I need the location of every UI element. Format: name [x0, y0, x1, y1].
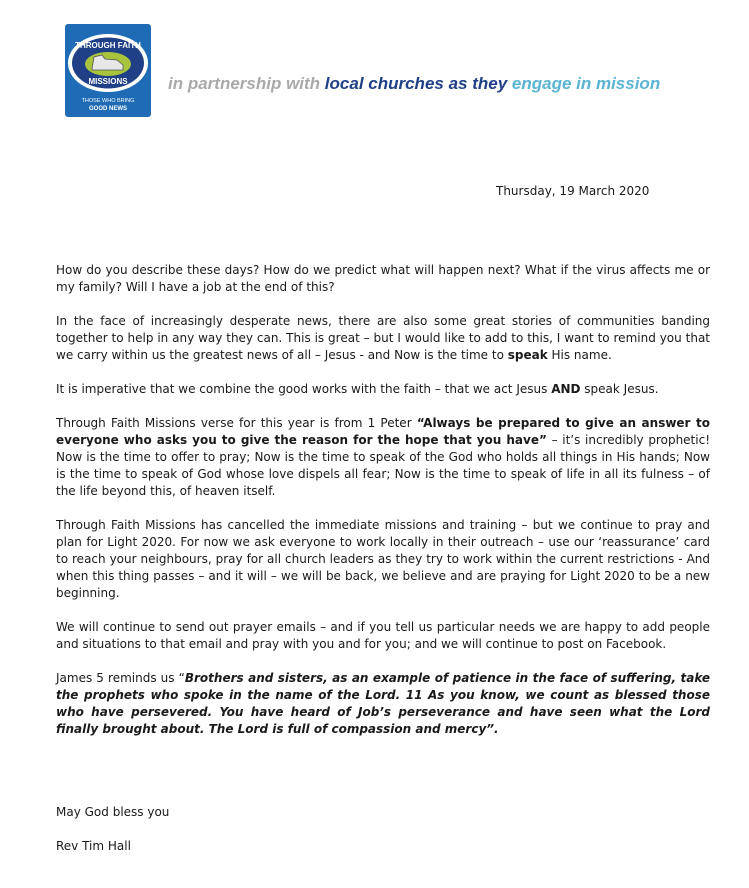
paragraph-2	[56, 313, 710, 364]
paragraph-4-verse: “Always be prepared to give an answer to everyone who asks you to give the reason for the hope that you have”	[56, 416, 710, 447]
paragraph-2-emphasis: speak	[507, 348, 548, 362]
logo-line-good-news: GOOD NEWS	[88, 106, 128, 112]
paragraph-5: Through Faith Missions has cancelled the immediate missions and training – but we continue to pray and plan for Light 2020. For now we ask everyone to work locally in their outreach – use our ‘reassurance’ card to reach your neighbours, pray for all church leaders as they try to work within the current restrictions - And when this thing passes – and it will – we will be back, we believe and are praying for Light 2020 to be a new beginning.	[56, 518, 710, 600]
paragraph-3-text: It is imperative that we combine the good works with the faith – that we act Jesus	[56, 382, 552, 396]
letter-date: Thursday, 19 March 2020	[496, 184, 650, 198]
paragraph-4-text: Through Faith Missions verse for this year is from 1 Peter	[56, 416, 417, 430]
paragraph-2-text: In the face of increasingly desperate news, there are also some great stories of communities banding together to help in any way they can. This is great – but I would like to add to this, I want to remind you that we carry within us the greatest news of all – Jesus - and Now is the time to	[56, 314, 710, 362]
tagline-part-2: local churches as they	[324, 74, 512, 93]
paragraph-3-emphasis: AND	[551, 382, 581, 396]
paragraph-3-end: speak Jesus.	[580, 382, 659, 396]
paragraph-7-quote: Brothers and sisters, as an example of patience in the face of suffering, take the prophets who spoke in the name of the Lord. 11 As you know, we count as blessed those who have persevered. You have heard of Job’s perseverance and have seen what the Lord finally brought about. The Lord is full of compassion and mercy”.	[56, 671, 711, 736]
tagline-part-1: in partnership with	[168, 74, 325, 93]
tagline-part-3: engage in mission	[511, 74, 661, 93]
paragraph-3	[56, 381, 710, 398]
letter-body	[56, 262, 710, 755]
paragraph-4-end: – it’s incredibly prophetic! Now is the time to offer to pray; Now is the time to speak of the God who holds all things in His hands; Now is the time to speak of God whose love dispels all fear; Now is the time to speak of life in all its fulness – of the life beyond this, of heaven itself.	[56, 433, 710, 498]
paragraph-7-text: James 5 reminds us “	[56, 671, 185, 685]
paragraph-4	[56, 415, 710, 500]
tagline	[168, 74, 660, 94]
closing-signature: Rev Tim Hall	[56, 839, 131, 853]
closing-blessing: May God bless you	[56, 805, 170, 819]
logo-line-those-who-bring: THOSE WHO BRING	[81, 98, 135, 104]
paragraph-1: How do you describe these days? How do we predict what will happen next? What if the virus affects me or my family? Will I have a job at the end of this?	[56, 263, 710, 294]
logo-line-missions: MISSIONS	[88, 77, 128, 86]
logo-line-through-faith: THROUGH FAITH	[75, 41, 141, 50]
paragraph-7	[56, 670, 710, 738]
letter-closing	[56, 804, 169, 872]
through-faith-missions-logo	[65, 24, 151, 117]
paragraph-2-end: His name.	[547, 348, 612, 362]
paragraph-6: We will continue to send out prayer emails – and if you tell us particular needs we are happy to add people and situations to that email and pray with you and for you; and we will continue to post on Facebook.	[56, 620, 710, 651]
